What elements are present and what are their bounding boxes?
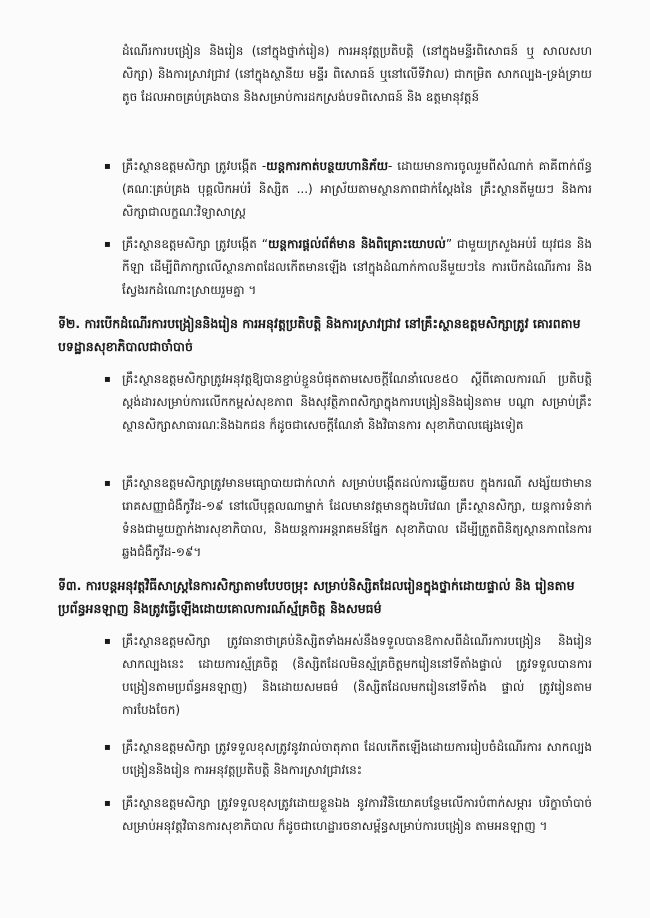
- bullet-marker: ▪: [104, 478, 111, 489]
- bullet-text-after: - ដោយមានការចូលរួមពីសំណាក់ គាគីពាក់ព័ន្ធ (គណៈគ្រប់គ្រង បុគ្គលិកអប់រំ និស្សិត ...) អាស្រ័យតាមស្ថានភាពជាក់ស្តែងនៃ គ្រឹះស្ថានតីមួយៗ និងការសិក្សាជាលក្ខណៈវិទ្យាសាស្ត្រ: [122, 159, 592, 219]
- section-number: ទី២.: [58, 316, 81, 331]
- bullet-voluntary-equity: គ្រឹះស្ថានឧត្តមសិក្សា ត្រូវធានាថាគ្រប់និស្សិតទាំងអស់នឹងទទួលបានឱកាសពីដំណើរការបង្រៀន និងរៀនសាកល្បងនេះ ដោយការស្ម័គ្រចិត្ត (និស្សិតដែលមិនស្ម័គ្រចិត្តមករៀននៅទីតាំងផ្ទាល់ ត្រូវទទួលបានការបង្រៀនតាមប្រព័ន្ធអនឡាញ) និងដោយសមធម៌ (និស្សិតដែលមករៀននៅទីតាំង ផ្ទាល់ ត្រូវរៀនតាមការបែងចែក): [122, 634, 592, 717]
- bullet-marker: ▪: [104, 161, 111, 172]
- section-title: ការបើកដំណើរការបង្រៀននិងរៀន ការអនុវត្តប្រតិបត្តិ និងការស្រាវជ្រាវ នៅគ្រឹះស្ថានឧត្តមសិក្សាត្រូវ គោរពតាមបទដ្ឋានសុខាភិបាលជាចាំបាច់: [58, 316, 581, 354]
- bullet-risk-mechanism: [122, 155, 592, 224]
- bullet-health-standards: គ្រឹះស្ថានឧត្តមសិក្សាត្រូវអនុវត្តឱ្យបានខ្ជាប់ខ្ជួនបំផុតតាមសេចក្តីណែនាំលេខ៥០ ស្តីពីគោលការណ៍ ប្រតិបត្តិស្តង់ដារសម្រាប់ការលើកកម្ពស់សុខភាព និងសុវត្ថិភាពសិក្សាក្នុងការបង្រៀននិងរៀនតាម បណ្តា សម្រាប់គ្រឹះស្ថានសិក្សាសាធារណៈនិងឯកជន ក៏ដូចជាសេចក្តីណែនាំ និងវិធានការ សុខាភិបាលផ្សេងទៀត: [122, 372, 592, 432]
- section-heading-2: [58, 312, 598, 358]
- section-heading-3: [58, 574, 598, 620]
- bullet-bold-term: យន្តការកាត់បន្ថយហានិភ័យ: [266, 159, 389, 173]
- bullet-text-after: ” ជាមួយក្រសួងអប់រំ យុវជន និងកីឡា ដើម្បីពិភាក្សាលើស្ថានភាពដែលកើតមានឡើង នៅក្នុងដំណាក់កាលនីមួយៗនៃ ការបើកដំណើរការ និងស្វែងរកដំណោះស្រាយរួមគ្នា ។: [122, 237, 593, 297]
- section-number: ទី៣.: [58, 578, 82, 593]
- bullet-marker: ▪: [104, 636, 111, 647]
- bullet-text-before: គ្រឹះស្ថានឧត្តមសិក្សា ត្រូវបង្កើត -: [122, 159, 267, 173]
- bullet-marker: ▪: [104, 798, 111, 809]
- bullet-marker: ▪: [104, 374, 111, 385]
- bullet-marker: ▪: [104, 742, 111, 753]
- bullet-text-before: គ្រឹះស្ថានឧត្តមសិក្សា ត្រូវបង្កើត “: [122, 237, 268, 251]
- bullet-investment: គ្រឹះស្ថានឧត្តមសិក្សា ត្រូវទទួលខុសត្រូវដោយខ្លួនឯង នូវការវិនិយោគបន្ថែមលើការបំពាក់សម្ភារ បរិក្ខាចាំបាច់សម្រាប់អនុវត្តវិធានការសុខាភិបាល ក៏ដូចជាហេដ្ឋារចនាសម្ព័ន្ធសម្រាប់ការបង្រៀន តាមអនឡាញ ។: [122, 796, 592, 833]
- intro-paragraph: ដំណើរការបង្រៀន និងរៀន (នៅក្នុងថ្នាក់រៀន) ការអនុវត្តប្រតិបត្តិ (នៅក្នុងមន្ទីរពិសោធន៍ ឬ សាលសហសិក្សា) និងការស្រាវជ្រាវ (នៅក្នុងស្ថានីយ មន្ទីរ ពិសោធន៍ ឬនៅលើទីវាល) ជាកម្រិត សាកល្បង-ទ្រង់ទ្រាយតូច ដែលអាចគ្រប់គ្រងបាន និងសម្រាប់ការដកស្រង់បទពិសោធន៍ និង ឧត្តមានុវត្តន៍: [122, 44, 592, 104]
- bullet-bold-term: យន្តការផ្តល់ព័ត៌មាន និងពិគ្រោះយោបល់: [267, 237, 446, 251]
- bullet-responsibility: គ្រឹះស្ថានឧត្តមសិក្សា ត្រូវទទួលខុសត្រូវនូវរាល់ចាតុភាព ដែលកើតឡើងដោយការរៀបចំដំណើរការ សាកល្បងបង្រៀននិងរៀន ការអនុវត្តប្រតិបត្តិ និងការស្រាវជ្រាវនេះ: [122, 740, 592, 777]
- section-title: ការបន្តអនុវត្តវិធីសាស្ត្រនៃការសិក្សាតាមបែបចម្រុះ សម្រាប់និស្សិតដែលរៀនក្នុងថ្នាក់ដោយផ្ទាល់ និង រៀនតាមប្រព័ន្ធអនឡាញ និងត្រូវធ្វើឡើងដោយគោលការណ៍ស្ម័គ្រចិត្ត និងសមធម៌: [58, 578, 575, 616]
- bullet-covid-response: គ្រឹះស្ថានឧត្តមសិក្សាត្រូវមានមធ្យោបាយជាក់លាក់ សម្រាប់បង្កើតដល់ការឆ្លើយតប ក្នុងករណី សង្ស័យថាមានរោគសញ្ញាជំងឺកូវីដ-១៩ នៅលើបុគ្គលណាម្នាក់ ដែលមានវត្តមានក្នុងបរិវេណ គ្រឹះស្ថានសិក្សា, យន្តការទំនាក់ទំនងជាមួយភ្នាក់ងារសុខាភិបាល, និងយន្តការអន្តរាគមន៍ផ្នែក សុខាភិបាល ដើម្បីត្រួតពិនិត្យស្ថានភាពនៃការឆ្លងជំងឺកូវីដ-១៩។: [122, 476, 592, 559]
- bullet-marker: ▪: [104, 239, 111, 250]
- bullet-info-consultation: [122, 233, 592, 302]
